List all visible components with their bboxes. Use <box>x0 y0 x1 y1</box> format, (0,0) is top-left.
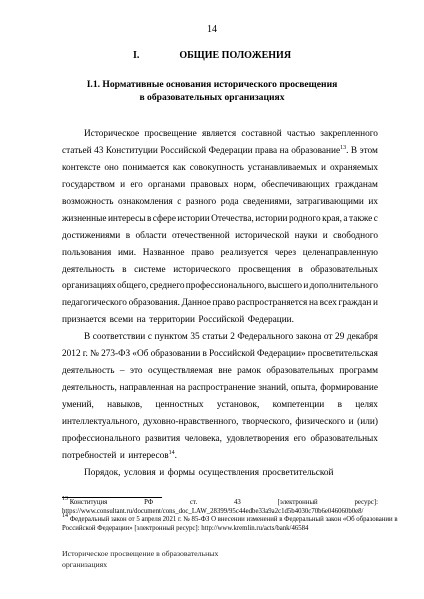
word: просветительская <box>307 349 378 360</box>
paragraph-1-line <box>62 312 378 329</box>
word: с <box>373 213 378 224</box>
word: деятельность, <box>62 383 117 394</box>
section-title: ОБЩИЕ ПОЛОЖЕНИЯ <box>179 50 292 61</box>
word: возможность <box>62 196 114 207</box>
word: В <box>84 332 91 343</box>
word: исторического <box>173 264 231 275</box>
word: от <box>323 332 333 343</box>
word: в <box>122 264 127 275</box>
paragraph-2-line <box>62 329 378 346</box>
word: дополнительного <box>309 281 378 292</box>
word: жизненные <box>62 213 107 224</box>
word: потребностей <box>62 450 117 461</box>
word: формы <box>167 467 196 478</box>
word: охраняемых <box>329 162 378 173</box>
word: и <box>321 162 327 173</box>
word: на <box>308 298 319 309</box>
word: Российской <box>198 315 245 326</box>
paragraph-1-line <box>62 177 378 194</box>
word: территории <box>149 315 195 326</box>
word: и <box>373 298 378 309</box>
paragraph-2-line <box>62 380 378 397</box>
page-footer <box>62 549 262 570</box>
word: совокупность <box>189 162 244 173</box>
word: распространяется <box>236 298 308 309</box>
footnote-13-line-1 <box>62 496 378 508</box>
word: их <box>368 196 378 207</box>
footnote-13-line-2 <box>62 507 378 520</box>
word: свободного <box>333 230 378 241</box>
paragraph-3-line <box>62 465 378 482</box>
paragraph-1-line <box>62 228 378 245</box>
word: Федерации <box>208 145 253 156</box>
word: признается <box>62 315 107 326</box>
word: в <box>146 213 152 224</box>
paragraph-1-line <box>62 194 378 211</box>
page-number: 14 <box>207 24 217 35</box>
word: родного <box>288 213 321 224</box>
word: Конституции <box>105 145 158 156</box>
word: образования. <box>128 298 180 309</box>
word: правовых <box>190 179 229 190</box>
footnote-ref-13[interactable]: 13 <box>340 144 347 151</box>
footnote-14-text <box>62 513 398 525</box>
footnote-13-word: ст. <box>189 499 198 506</box>
word: интересов$^{14}$. <box>128 449 177 461</box>
word: физического <box>295 416 346 427</box>
word: 29 <box>335 332 345 343</box>
word: статьей <box>62 145 92 156</box>
word: а <box>343 213 348 224</box>
word: – <box>119 366 125 377</box>
word: вне <box>218 366 232 377</box>
word: право <box>212 298 236 309</box>
footnote-ref-14[interactable]: 14 <box>168 449 175 456</box>
word: образовательных <box>266 366 334 377</box>
word: Данное <box>181 298 211 309</box>
word: профессионального, <box>185 281 267 292</box>
word: образовании <box>150 349 201 360</box>
paragraph-2-line <box>62 397 378 414</box>
word: направленная <box>119 383 174 394</box>
word: Отечества, <box>211 213 254 224</box>
word: В <box>350 145 358 156</box>
word: области <box>135 230 167 241</box>
footnote-14-line-2-text: Российской Федерации» [электронный ресурс]: http://www.kremlin.ru/acts/bank/46584 <box>62 524 309 532</box>
word: науки <box>294 230 318 241</box>
word: «Об <box>132 349 149 360</box>
word: и <box>159 467 165 478</box>
word: статьи <box>202 332 228 343</box>
paragraph-1-line <box>62 245 378 262</box>
word: условия <box>124 467 156 478</box>
word: достижениями <box>62 230 121 241</box>
word: государством <box>62 179 115 190</box>
paragraph-2-line <box>62 346 378 363</box>
word: Федерального <box>237 332 294 343</box>
word: развития <box>144 433 181 444</box>
word: и <box>120 179 126 190</box>
body-text <box>62 126 378 482</box>
word: Российской <box>209 349 255 360</box>
word: формирование <box>320 383 378 394</box>
word: человека, <box>184 433 223 444</box>
word: просвещение <box>144 129 197 139</box>
paragraph-2-line <box>62 448 378 465</box>
word: истории <box>255 213 288 224</box>
footnote-14-line-1-text: Федеральный закон от 5 апреля 2021 г. № 85-ФЗ О внесении изменений в Федеральный закон «Об образовании в <box>69 516 398 524</box>
word: навыков, <box>107 400 143 410</box>
word: рамок <box>237 366 261 377</box>
word: устанавливаемых <box>247 162 318 173</box>
paragraph-1-line <box>62 262 378 279</box>
word: всех <box>319 298 337 309</box>
word: Историческое <box>84 129 140 139</box>
footnote-13-marker-and-line <box>62 496 108 508</box>
paragraph-1-line <box>62 278 378 295</box>
word: программ <box>339 366 378 377</box>
word: образовательных <box>310 433 378 444</box>
word: профессионального <box>62 433 141 444</box>
word: истории <box>177 213 210 224</box>
word: умений, <box>62 400 94 410</box>
word: норм, <box>233 179 257 190</box>
word: просвещения <box>238 264 291 275</box>
word: интеллектуального, <box>62 416 140 427</box>
word: на <box>176 383 186 394</box>
word: составной <box>241 129 282 139</box>
word: деятельность <box>62 366 115 377</box>
word: закона <box>295 332 322 343</box>
subsection-title-line-2: в образовательных организациях <box>139 92 285 103</box>
word: высшего <box>267 281 303 292</box>
word: является <box>201 129 237 139</box>
word: всеми <box>109 315 134 326</box>
word: с <box>177 196 182 207</box>
word: Российской <box>160 145 207 156</box>
word: этом <box>359 145 378 156</box>
footer-line-1: Историческое просвещение в образовательных <box>62 549 219 558</box>
footnote-13-url[interactable]: https://www.consultant.ru/document/cons_doc_LAW_28399/95c44edbe33a9a2c1d5b4030c70b6e046060b0e8/ <box>62 507 364 515</box>
word: образовательных <box>310 264 378 275</box>
word: обеспечивающих <box>261 179 330 190</box>
word: системе <box>134 264 166 275</box>
footnote-14-line-1 <box>62 513 398 525</box>
word: пунктом <box>154 332 188 343</box>
word: компетенции <box>272 400 325 410</box>
word: деятельность <box>62 264 115 275</box>
footnote-13-marker: 13 <box>62 496 68 502</box>
word: граждан <box>338 298 372 309</box>
word: осуществления <box>198 467 260 478</box>
word: и <box>322 230 328 241</box>
word: рода <box>220 196 239 207</box>
word: среднего <box>149 281 185 292</box>
word: духовно-нравственного, <box>143 416 239 427</box>
word: пользования <box>62 247 112 258</box>
word: понимается <box>122 162 169 173</box>
word: затрагивающими <box>296 196 364 207</box>
word: 35 <box>190 332 200 343</box>
word: целенаправленную <box>302 247 378 258</box>
word: ознакомления <box>118 196 173 207</box>
word: опыта, <box>291 383 318 394</box>
word: удовлетворения <box>226 433 290 444</box>
paragraph-1-line <box>62 160 378 177</box>
word: декабря <box>346 332 378 343</box>
word: Федерации» <box>257 349 306 360</box>
word: отечественной <box>171 230 230 241</box>
word: знаний, <box>258 383 289 394</box>
footnote-13-word: 43 <box>234 499 241 506</box>
word: целях <box>355 400 378 410</box>
word: и <box>348 416 354 427</box>
word: сведениями, <box>243 196 292 207</box>
word: сфере <box>152 213 176 224</box>
word: организациях <box>62 281 116 292</box>
word: интересы <box>107 213 146 224</box>
word: общего, <box>117 281 149 292</box>
word: гражданам <box>335 179 378 190</box>
word: установок, <box>216 400 260 410</box>
word: через <box>274 247 297 258</box>
word: № <box>90 349 99 360</box>
word: 2 <box>230 332 235 343</box>
section-number: I. <box>132 50 140 61</box>
word: это <box>130 366 143 377</box>
word: 43 <box>94 145 104 156</box>
word: в <box>202 349 207 360</box>
word: права <box>255 145 278 156</box>
paragraph-1-line <box>62 143 378 160</box>
word: Порядок, <box>84 467 121 478</box>
word: в <box>298 264 303 275</box>
word: также <box>349 213 373 224</box>
word: в <box>337 400 342 410</box>
word: просветительской <box>262 467 334 478</box>
word: как <box>172 162 186 173</box>
word: контексте <box>62 162 101 173</box>
footnote-13-word: [электронный <box>277 499 318 506</box>
word: его <box>130 179 143 190</box>
word: право <box>191 247 214 258</box>
word: образование$^{13}$. <box>291 144 349 156</box>
word: на <box>279 145 289 156</box>
paragraph-1-line <box>62 295 378 312</box>
footnote-14-marker: 14 <box>62 513 68 520</box>
word: ценностных <box>155 400 204 410</box>
word: в <box>125 230 131 241</box>
section-heading <box>40 50 384 62</box>
paragraph-1-line <box>62 211 378 228</box>
word: (или) <box>357 416 378 427</box>
word: и <box>303 281 309 292</box>
word: и <box>119 450 125 461</box>
footer-line-2: организациях <box>62 559 108 569</box>
word: Федерации. <box>247 315 294 326</box>
word: соответствии <box>92 332 146 343</box>
paragraph-2-line <box>62 363 378 380</box>
word: ими. <box>117 247 137 258</box>
paragraph-1-line <box>62 126 378 143</box>
word: его <box>293 433 306 444</box>
footnote-14-line-2 <box>62 525 378 534</box>
word: с <box>147 332 152 343</box>
word: частью <box>286 129 316 139</box>
footnote-13-word: РФ <box>144 499 154 506</box>
word: распространение <box>188 383 256 394</box>
word: реализуется <box>220 247 269 258</box>
footnote-13-word: Конституция <box>68 499 108 506</box>
word: творческого, <box>242 416 292 427</box>
word: края, <box>322 213 342 224</box>
word: органами <box>148 179 186 190</box>
word: исторической <box>235 230 290 241</box>
word: оно <box>104 162 119 173</box>
word: на <box>136 315 146 326</box>
subsection-title-line-1: I.1. Нормативные основания исторического просвещения <box>86 79 338 90</box>
word: г. <box>82 349 88 360</box>
word: осуществляемая <box>148 366 213 377</box>
paragraph-2-line <box>62 431 378 448</box>
footnote-13-word: ресурс]: <box>354 499 378 506</box>
footnote-separator <box>62 497 162 498</box>
word: Названное <box>142 247 185 258</box>
paragraph-2-line <box>62 414 378 431</box>
subsection-heading <box>40 78 384 104</box>
word: закрепленного <box>320 129 378 139</box>
footnotes <box>62 496 398 533</box>
word: 273-ФЗ <box>101 349 131 360</box>
word: разного <box>185 196 217 207</box>
word: педагогического <box>62 298 127 309</box>
word: 2012 <box>62 349 81 360</box>
